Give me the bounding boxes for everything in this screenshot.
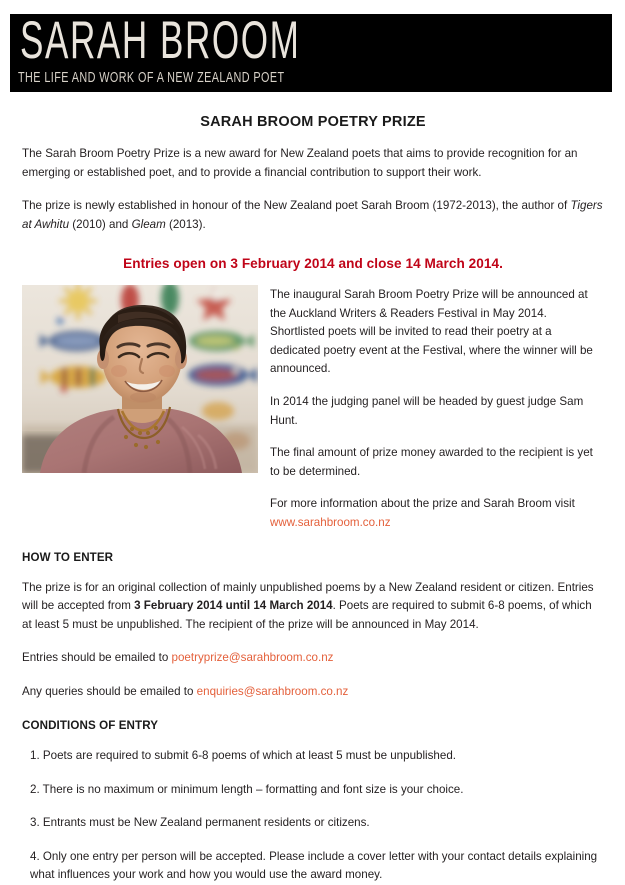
- queries-email-line: [22, 683, 604, 702]
- intro-paragraph-2: [22, 197, 604, 234]
- banner-subtitle: THE LIFE AND WORK OF A NEW ZEALAND POET: [18, 69, 285, 86]
- how-to-enter-paragraph: [22, 579, 604, 635]
- side-paragraph-1: The inaugural Sarah Broom Poetry Prize will be announced at the Auckland Writers & Readers Festival in May 2014. Shortlisted poets will be invited to read their poetry at a dedicated poetry event at the Festival, where the winner will be announced.: [270, 288, 593, 376]
- intro-paragraph-1: The Sarah Broom Poetry Prize is a new award for New Zealand poets that aims to provide recognition for an emerging or established poet, and to provide a financial contribution to support their work.: [22, 147, 578, 179]
- entries-email-link[interactable]: poetryprize@sarahbroom.co.nz: [171, 651, 334, 665]
- condition-item: 2. There is no maximum or minimum length – formatting and font size is your choice.: [30, 782, 464, 796]
- condition-item: 1. Poets are required to submit 6-8 poems of which at least 5 must be unpublished.: [30, 749, 456, 763]
- queries-email-link[interactable]: enquiries@sarahbroom.co.nz: [196, 684, 349, 698]
- website-intro-text: For more information about the prize and Sarah Broom visit: [270, 497, 575, 511]
- entries-email-line: [22, 649, 604, 668]
- website-link[interactable]: www.sarahbroom.co.nz: [270, 515, 391, 529]
- banner-title: SARAH BROOM: [20, 14, 301, 70]
- site-banner: [10, 14, 612, 92]
- side-paragraph-3: The final amount of prize money awarded to the recipient is yet to be determined.: [270, 446, 593, 478]
- how-to-enter-part1: The prize is for an original collection of mainly unpublished poems by a New Zealand resident or citizen. Entries will be accepted from: [22, 580, 594, 613]
- conditions-heading: CONDITIONS OF ENTRY: [22, 719, 159, 733]
- queries-email-label: Any queries should be emailed to: [22, 684, 197, 698]
- intro-p2-part2: (2010) and: [69, 217, 132, 231]
- document-body: [22, 106, 604, 885]
- side-paragraph-2: In 2014 the judging panel will be headed by guest judge Sam Hunt.: [270, 394, 584, 427]
- condition-item: 3. Entrants must be New Zealand permanent residents or citizens.: [30, 816, 370, 830]
- prize-details-column: [270, 285, 604, 533]
- how-to-enter-dates: 3 February 2014 until 14 March 2014: [134, 599, 333, 613]
- side-paragraph-website: [270, 495, 604, 532]
- sarah-broom-portrait-photo: [22, 285, 258, 473]
- entries-email-label: Entries should be emailed to: [22, 651, 172, 665]
- intro-p2-part1: The prize is newly established in honour of the New Zealand poet Sarah Broom (1972-2013), the author of: [22, 199, 571, 212]
- page-title: SARAH BROOM POETRY PRIZE: [200, 114, 426, 130]
- how-to-enter-part2: . Poets are required to submit 6-8 poems, of which at least 5 must be unpublished. The recipient of the prize will be announced in May 2014.: [22, 599, 592, 631]
- book-title-tigers-at-awhitu: Tigers at Awhitu: [22, 199, 603, 231]
- photo-and-details-row: [22, 285, 604, 533]
- book-title-gleam: Gleam: [131, 217, 166, 231]
- condition-item: 4. Only one entry per person will be accepted. Please include a cover letter with your contact details explaining what influences your work and how you would use the award money.: [30, 849, 598, 882]
- intro-p2-part3: (2013).: [165, 217, 206, 231]
- entries-dates-banner: Entries open on 3 February 2014 and close 14 March 2014.: [123, 256, 503, 271]
- how-to-enter-heading: HOW TO ENTER: [22, 550, 114, 564]
